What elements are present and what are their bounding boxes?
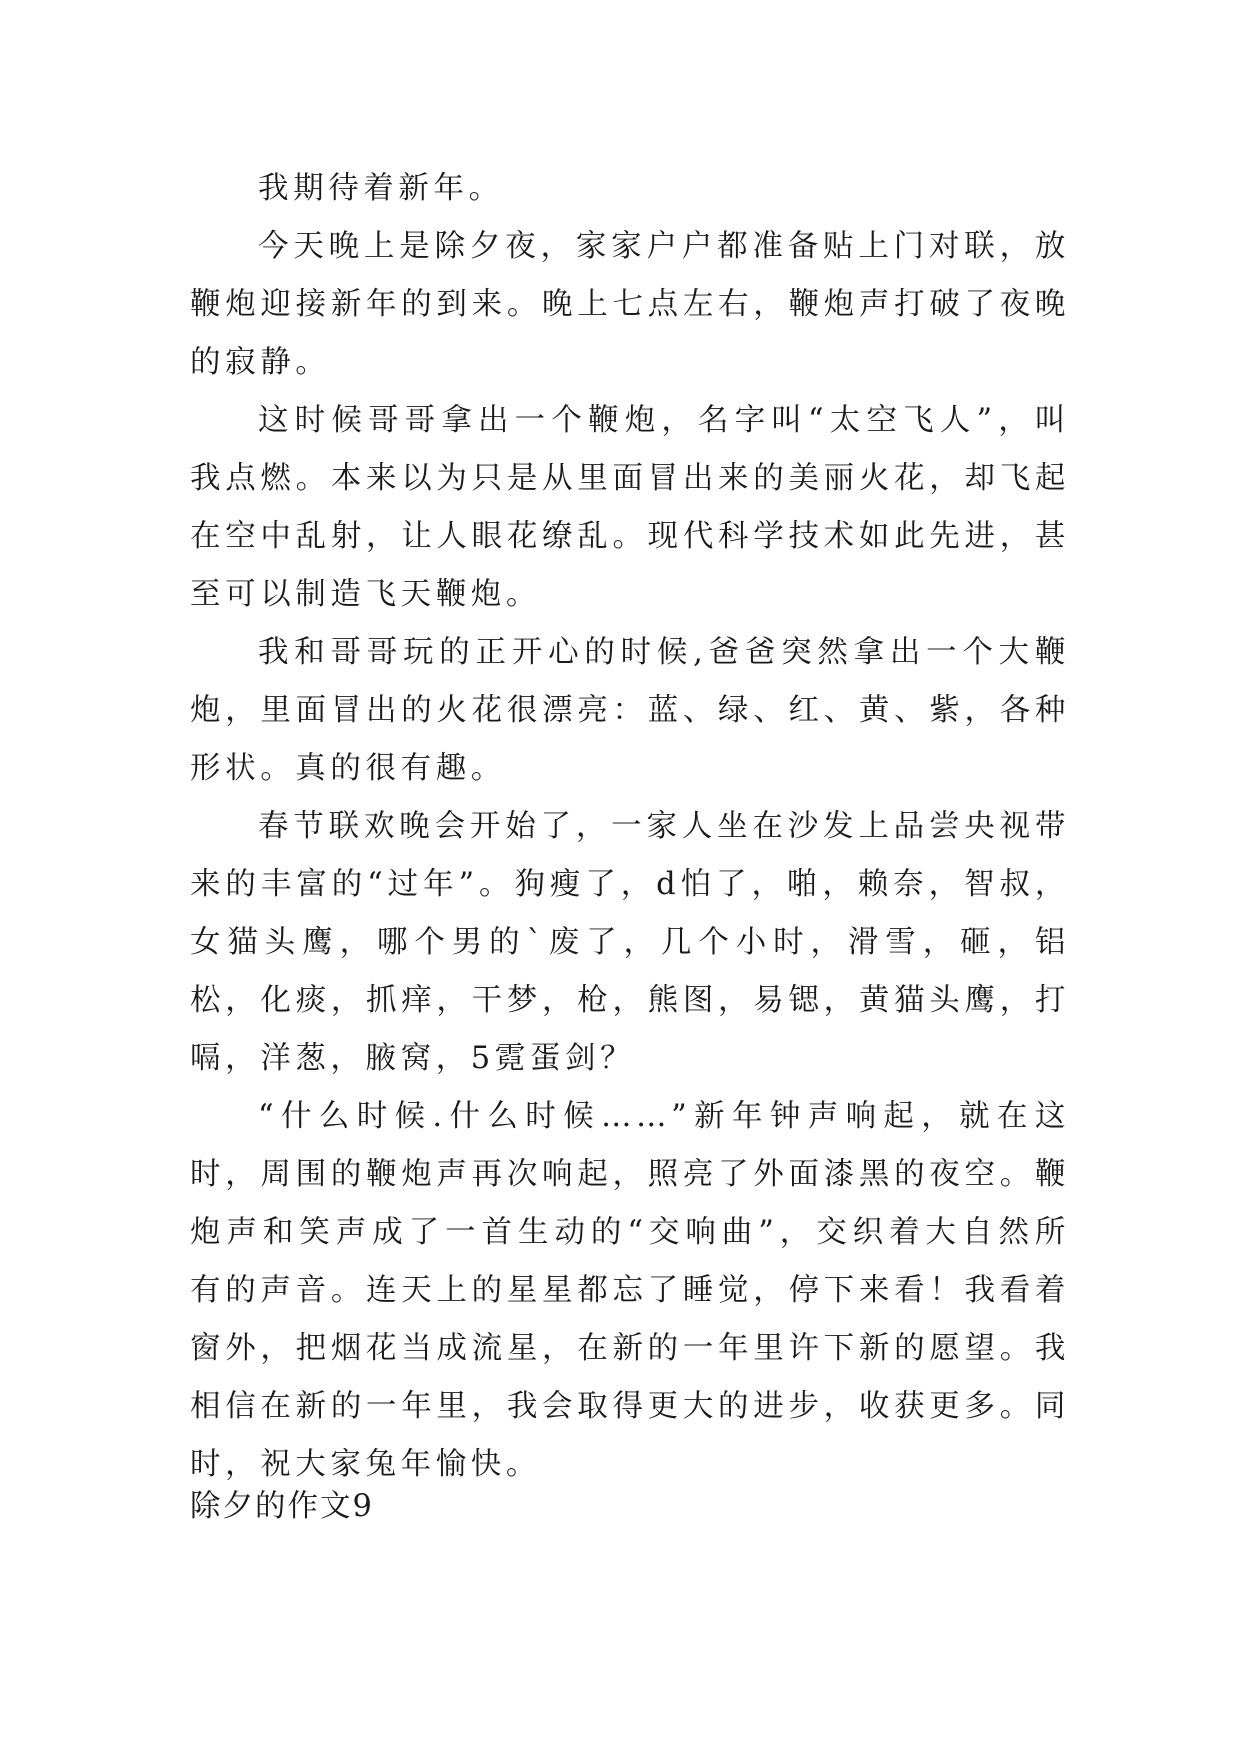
- paragraph: 春节联欢晚会开始了，一家人坐在沙发上品尝央视带来的丰富的“过年”。狗瘦了，d怕了，啪，赖奈，智叔，女猫头鹰，哪个男的`废了，几个小时，滑雪，砸，铝松，化痰，抓痒，干梦，枪，熊图，易锶，黄猫头鹰，打嗝，洋葱，腋窝，5霓蛋剑？: [190, 809, 1070, 1076]
- paragraph: 今天晚上是除夕夜，家家户户都准备贴上门对联，放鞭炮迎接新年的到来。晚上七点左右，鞭炮声打破了夜晚的寂静。: [190, 229, 1070, 380]
- paragraph: 我期待着新年。: [258, 171, 504, 206]
- paragraph: “什么时候.什么时候……”新年钟声响起，就在这时，周围的鞭炮声再次响起，照亮了外面漆黑的夜空。鞭炮声和笑声成了一首生动的“交响曲”，交织着大自然所有的声音。连天上的星星都忘了睡觉，停下来看！我看着窗外，把烟花当成流星，在新的一年里许下新的愿望。我相信在新的一年里，我会取得更大的进步，收获更多。同时，祝大家兔年愉快。: [190, 1099, 1070, 1482]
- section-heading: 除夕的作文9: [190, 1489, 374, 1524]
- document-body: [190, 160, 1070, 1494]
- paragraph: 我和哥哥玩的正开心的时候,爸爸突然拿出一个大鞭炮，里面冒出的火花很漂亮：蓝、绿、红、黄、紫，各种形状。真的很有趣。: [190, 635, 1070, 786]
- paragraph: 这时候哥哥拿出一个鞭炮，名字叫“太空飞人”，叫我点燃。本来以为只是从里面冒出来的美丽火花，却飞起在空中乱射，让人眼花缭乱。现代科学技术如此先进，甚至可以制造飞天鞭炮。: [190, 403, 1070, 612]
